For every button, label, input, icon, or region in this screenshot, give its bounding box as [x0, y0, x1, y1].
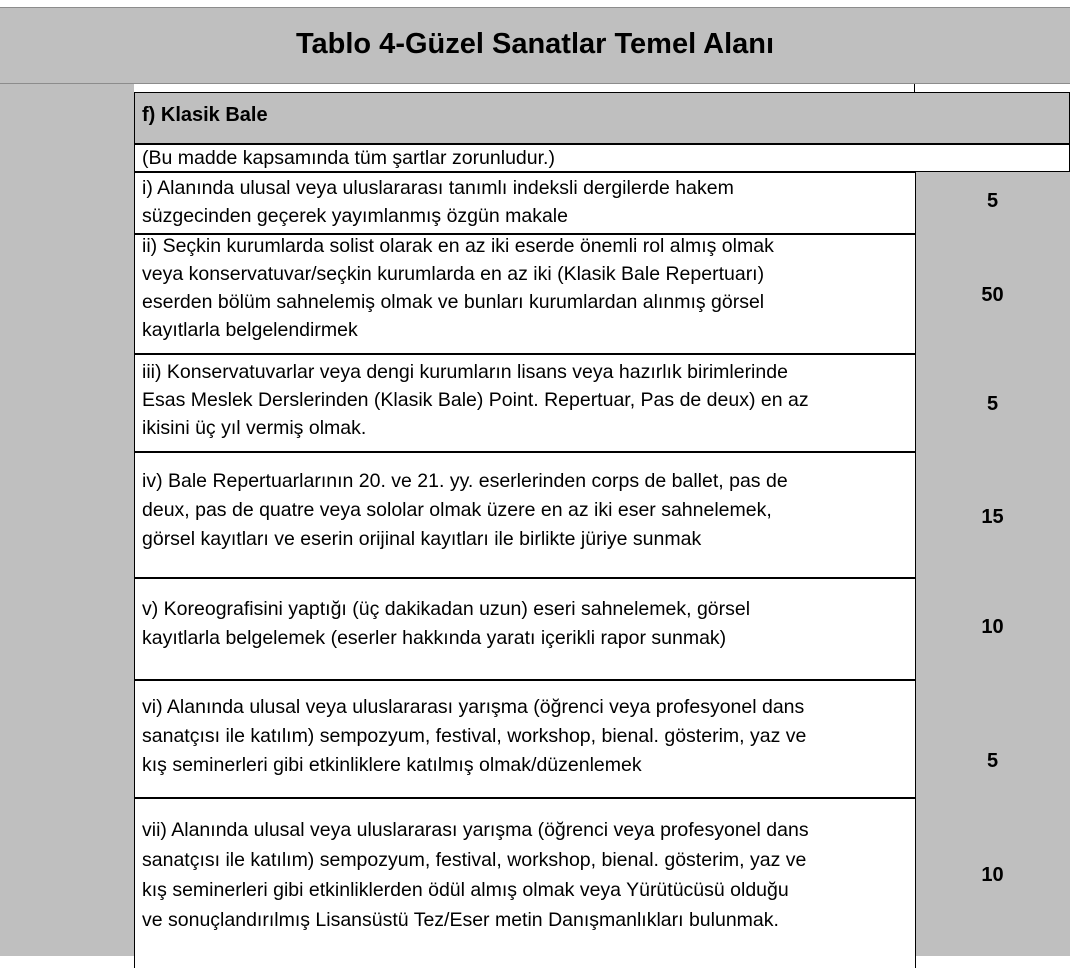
item-line: Esas Meslek Derslerinden (Klasik Bale) Point. Repertuar, Pas de deux) en az: [142, 389, 809, 411]
item-text: [142, 232, 774, 344]
item-line: ve sonuçlandırılmış Lisansüstü Tez/Eser metin Danışmanlıkları bulunmak.: [142, 909, 779, 931]
item-text: [142, 467, 788, 554]
item-score: 5: [986, 393, 999, 415]
table-header: [0, 7, 1070, 84]
item-line: sanatçısı ile katılım) sempozyum, festival, workshop, bienal. gösterim, yaz ve: [142, 725, 807, 747]
item-line: kayıtlarla belgelendirmek: [142, 319, 358, 341]
header-divider: [914, 84, 915, 92]
item-score: 15: [981, 506, 1004, 528]
item-score: 5: [986, 750, 999, 772]
item-line: eserden bölüm sahnelemiş olmak ve bunları kurumlardan alınmış görsel: [142, 291, 765, 313]
item-score: 50: [981, 284, 1004, 306]
item-line: ii) Seçkin kurumlarda solist olarak en az iki eserde önemli rol almış olmak: [142, 235, 774, 257]
item-line: deux, pas de quatre veya sololar olmak üzere en az iki eser sahnelemek,: [142, 499, 772, 521]
item-text: [142, 815, 809, 935]
item-line: vii) Alanında ulusal veya uluslararası yarışma (öğrenci veya profesyonel dans: [142, 819, 809, 841]
table-row: [134, 680, 916, 798]
item-line: süzgecinden geçerek yayımlanmış özgün makale: [142, 205, 568, 227]
left-margin-band: [0, 84, 134, 956]
item-line: sanatçısı ile katılım) sempozyum, festival, workshop, bienal. gösterim, yaz ve: [142, 849, 807, 871]
item-line: i) Alanında ulusal veya uluslararası tanımlı indeksli dergilerde hakem: [142, 177, 734, 199]
item-score: 10: [981, 616, 1004, 638]
table-title: Tablo 4-Güzel Sanatlar Temel Alanı: [295, 28, 775, 60]
section-title: f) Klasik Bale: [142, 104, 268, 126]
table-row: [134, 234, 916, 354]
item-line: iii) Konservatuvarlar veya dengi kurumların lisans veya hazırlık birimlerinde: [142, 361, 788, 383]
item-line: görsel kayıtları ve eserin orijinal kayıtları ile birlikte jüriye sunmak: [142, 528, 702, 550]
item-text: [142, 595, 750, 653]
section-note-row: [134, 144, 1070, 172]
item-line: iv) Bale Repertuarlarının 20. ve 21. yy. eserlerinden corps de ballet, pas de: [142, 470, 788, 492]
item-line: ikisini üç yıl vermiş olmak.: [142, 417, 367, 439]
table-row: [134, 578, 916, 680]
item-line: vi) Alanında ulusal veya uluslararası yarışma (öğrenci veya profesyonel dans: [142, 696, 805, 718]
item-line: v) Koreografisini yaptığı (üç dakikadan uzun) eseri sahnelemek, görsel: [142, 598, 751, 620]
table-row: [134, 354, 916, 452]
table-row: [134, 172, 916, 234]
item-line: kayıtlarla belgelemek (eserler hakkında yaratı içerikli rapor sunmak): [142, 627, 727, 649]
item-text: [142, 358, 809, 442]
table-row: [134, 452, 916, 578]
item-line: veya konservatuvar/seçkin kurumlarda en az iki (Klasik Bale Repertuarı): [142, 263, 765, 285]
item-text: [142, 693, 806, 780]
item-text: [142, 174, 734, 230]
item-line: kış seminerleri gibi etkinliklerden ödül almış olmak veya Yürütücüsü olduğu: [142, 879, 789, 901]
table-row: [134, 798, 916, 968]
item-line: kış seminerleri gibi etkinliklere katılmış olmak/düzenlemek: [142, 754, 642, 776]
section-note: (Bu madde kapsamında tüm şartlar zorunludur.): [142, 147, 555, 169]
item-score: 5: [986, 190, 999, 212]
section-title-row: [134, 92, 1070, 144]
item-score: 10: [981, 864, 1004, 886]
